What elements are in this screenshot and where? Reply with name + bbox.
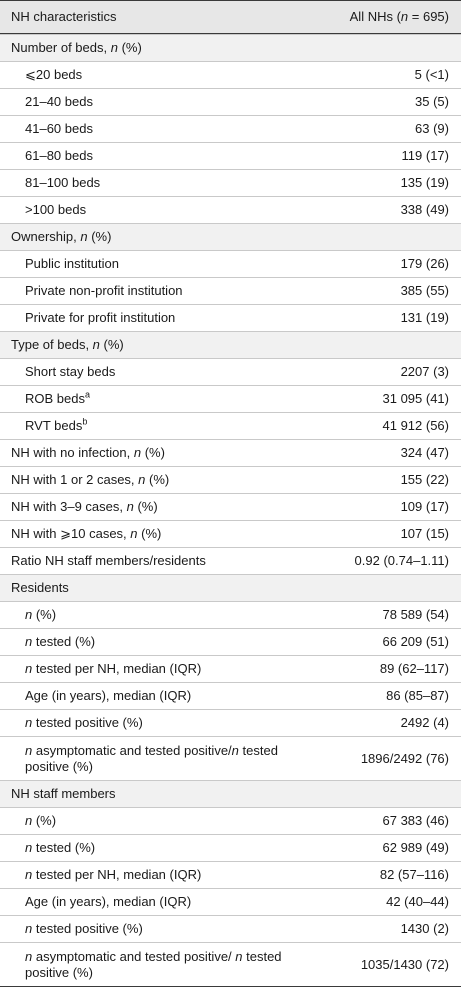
row-value: 135 (19): [400, 175, 449, 190]
row-value: 1430 (2): [400, 921, 449, 936]
row-label: Public institution: [25, 256, 119, 271]
header-all-nhs-prefix: All NHs (: [349, 9, 401, 24]
section-label: Residents: [11, 580, 69, 595]
table-row: [0, 61, 461, 88]
section-residents: [0, 574, 461, 601]
row-label: n tested positive (%): [25, 921, 143, 936]
row-label: n tested per NH, median (IQR): [25, 867, 202, 882]
section-type-of-beds: [0, 331, 461, 358]
row-label: ⩽20 beds: [25, 67, 83, 82]
row-label: Private for profit institution: [25, 310, 176, 325]
table-row: [0, 196, 461, 223]
row-value: 131 (19): [400, 310, 449, 325]
section-label: Type of beds, n (%): [11, 337, 124, 352]
row-label: Age (in years), median (IQR): [25, 688, 192, 703]
table-row: [0, 466, 461, 493]
row-label: 21–40 beds: [25, 94, 93, 109]
row-value: 42 (40–44): [386, 894, 449, 909]
row-label: >100 beds: [25, 202, 87, 217]
row-label: Ratio NH staff members/residents: [11, 553, 206, 568]
row-label: NH with ⩾10 cases, n (%): [11, 526, 162, 541]
row-value: 1896/2492 (76): [360, 750, 449, 766]
table-row: [0, 807, 461, 834]
table-row: [0, 601, 461, 628]
table-row: [0, 520, 461, 547]
row-value: 338 (49): [400, 202, 449, 217]
section-label: Ownership, n (%): [11, 229, 112, 244]
table-row: [0, 358, 461, 385]
table-row: [0, 169, 461, 196]
row-value: 86 (85–87): [386, 688, 449, 703]
section-staff: [0, 780, 461, 807]
row-value: 62 989 (49): [382, 840, 449, 855]
row-value: 67 383 (46): [382, 813, 449, 828]
row-value: 2207 (3): [400, 364, 449, 379]
row-label: n tested per NH, median (IQR): [25, 661, 202, 676]
row-label: Short stay beds: [25, 364, 116, 379]
row-value: 0.92 (0.74–1.11): [354, 553, 449, 568]
row-label: RVT beds$^b$: [25, 416, 88, 433]
row-value: 119 (17): [401, 148, 449, 163]
row-label: Private non-profit institution: [25, 283, 183, 298]
row-label: NH with 1 or 2 cases, n (%): [11, 472, 170, 487]
table-row: [0, 88, 461, 115]
row-value: 109 (17): [400, 499, 449, 514]
row-value: 107 (15): [400, 526, 449, 541]
table-row: [0, 915, 461, 942]
table-row: [0, 682, 461, 709]
table-row: [0, 547, 461, 574]
table-row: [0, 142, 461, 169]
header-all-nhs-suffix: = 695): [408, 9, 449, 24]
row-value: 385 (55): [400, 283, 449, 298]
row-label: n asymptomatic and tested positive/ n tested positive (%): [25, 948, 282, 980]
row-value: 1035/1430 (72): [360, 956, 449, 972]
row-label: NH with 3–9 cases, n (%): [11, 499, 158, 514]
table-row: [0, 655, 461, 682]
row-label: n tested (%): [25, 634, 96, 649]
row-label: n (%): [25, 813, 57, 828]
table-row: [0, 628, 461, 655]
row-label: n tested positive (%): [25, 715, 143, 730]
table-row: [0, 250, 461, 277]
row-label: n asymptomatic and tested positive/n tested positive (%): [25, 742, 278, 774]
row-value: 82 (57–116): [379, 867, 449, 882]
row-label: Age (in years), median (IQR): [25, 894, 192, 909]
row-label: NH with no infection, n (%): [11, 445, 165, 460]
row-value: 66 209 (51): [382, 634, 449, 649]
table-row: [0, 385, 461, 412]
footnote-marker: a: [84, 389, 90, 400]
row-value: 31 095 (41): [382, 391, 449, 406]
table-row: [0, 942, 461, 986]
table-row: [0, 439, 461, 466]
table-row: [0, 888, 461, 915]
header-characteristics: NH characteristics: [11, 9, 117, 24]
section-number-of-beds: [0, 34, 461, 61]
table-row: [0, 304, 461, 331]
row-value: 63 (9): [415, 121, 449, 136]
table-row: [0, 115, 461, 142]
header-n: n: [400, 9, 409, 24]
table-row: [0, 493, 461, 520]
section-ownership: [0, 223, 461, 250]
footnote-marker: b: [82, 416, 88, 427]
row-label: 41–60 beds: [25, 121, 93, 136]
table-row: [0, 834, 461, 861]
row-label: 81–100 beds: [25, 175, 101, 190]
section-label: NH staff members: [11, 786, 116, 801]
table-row: [0, 736, 461, 780]
section-label: Number of beds, n (%): [11, 40, 142, 55]
header-all-nhs: [299, 9, 461, 25]
row-value: 5 (<1): [414, 67, 449, 82]
row-value: 2492 (4): [400, 715, 449, 730]
table-row: [0, 277, 461, 304]
row-label: n tested (%): [25, 840, 96, 855]
row-value: 179 (26): [400, 256, 449, 271]
table-row: [0, 709, 461, 736]
row-value: 35 (5): [415, 94, 449, 109]
row-label: ROB beds$^a$: [25, 389, 90, 406]
table-row: [0, 861, 461, 888]
table-row: [0, 412, 461, 439]
row-value: 89 (62–117): [379, 661, 449, 676]
row-value: 41 912 (56): [382, 418, 449, 433]
row-label: 61–80 beds: [25, 148, 93, 163]
table-header: [0, 1, 461, 34]
row-value: 78 589 (54): [382, 607, 449, 622]
row-label: n (%): [25, 607, 57, 622]
row-value: 324 (47): [400, 445, 449, 460]
row-value: 155 (22): [400, 472, 449, 487]
